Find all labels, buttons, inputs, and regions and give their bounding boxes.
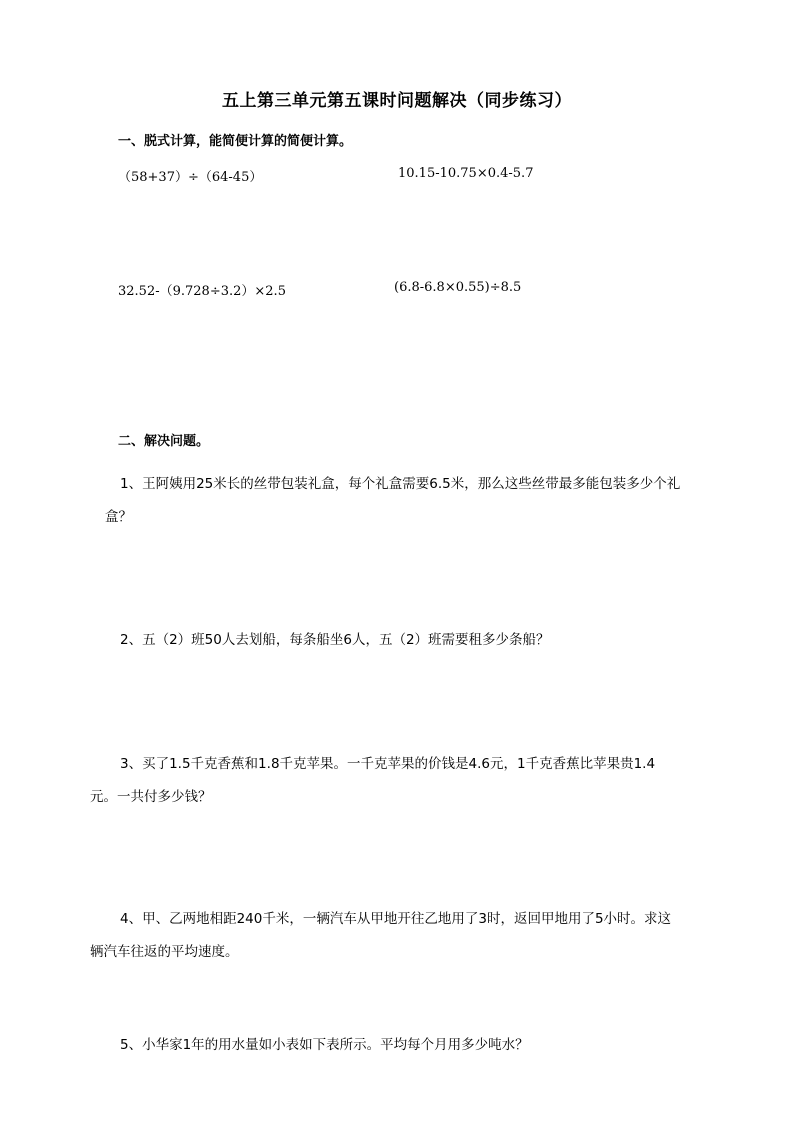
problem-5 — [90, 1029, 710, 1062]
calc-item-1: （58+37）÷（64-45） — [118, 170, 263, 185]
section1-heading: 一、脱式计算，能简便计算的简便计算。 — [118, 134, 353, 149]
problem-1-line2: 盒？ — [105, 509, 132, 525]
problem-2 — [90, 624, 710, 657]
problem-5-line1: 5、小华家1年的用水量如小表如下表所示。平均每个月用多少吨水？ — [120, 1037, 529, 1053]
problem-1 — [90, 468, 710, 534]
problem-3 — [90, 748, 710, 814]
section2-heading: 二、解决问题。 — [118, 434, 210, 449]
page-title: 五上第三单元第五课时问题解决（同步练习） — [222, 91, 572, 111]
problem-4-line1: 4、甲、乙两地相距240千米，一辆汽车从甲地开往乙地用了3时，返回甲地用了5小时。求这 — [120, 911, 672, 927]
problem-1-line1: 1、王阿姨用25米长的丝带包装礼盒，每个礼盒需要6.5米，那么这些丝带最多能包装多少个礼 — [120, 476, 681, 492]
problem-3-line1: 3、买了1.5千克香蕉和1.8千克苹果。一千克苹果的价钱是4.6元，1千克香蕉比苹果贵1.4 — [120, 756, 656, 772]
problem-4 — [90, 903, 710, 969]
calc-item-4: (6.8-6.8×0.55)÷8.5 — [394, 280, 522, 295]
calc-item-2: 10.15-10.75×0.4-5.7 — [398, 166, 534, 181]
problem-3-line2: 元。一共付多少钱？ — [90, 789, 212, 805]
problem-4-line2: 辆汽车往返的平均速度。 — [90, 944, 239, 960]
problem-2-line1: 2、五（2）班50人去划船，每条船坐6人，五（2）班需要租多少条船？ — [120, 632, 550, 648]
calc-item-3: 32.52-（9.728÷3.2）×2.5 — [118, 284, 286, 299]
